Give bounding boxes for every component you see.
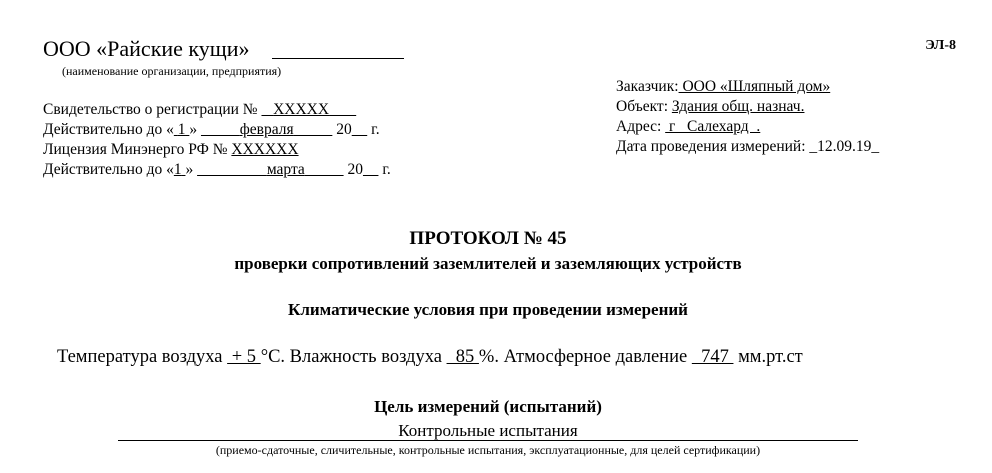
registration-row [43, 100, 391, 120]
date-value: _12.09.19_ [809, 138, 880, 155]
climate-title: Климатические условия при проведении измерений [288, 300, 688, 319]
customer-label: Заказчик: [616, 78, 679, 95]
date-label: Дата проведения измерений: [616, 138, 810, 155]
organization-underline [272, 58, 404, 59]
temperature-value: + 5 [227, 347, 261, 367]
climate-conditions-line [57, 347, 803, 368]
address-label: Адрес: [616, 118, 666, 135]
object-label: Объект: [616, 98, 672, 115]
valid-until-1-year: 20 [336, 121, 352, 138]
goal-caption: (приемо-сдаточные, сличительные, контрольные испытания, эксплуатационные, для целей сертификации) [215, 443, 761, 457]
pressure-value: 747 [691, 347, 734, 367]
registration-label: Свидетельство о регистрации № [43, 101, 262, 118]
valid-until-1-month: февраля [239, 121, 294, 138]
registration-block [43, 100, 391, 180]
license-label: Лицензия Минэнерго РФ № [43, 141, 232, 158]
object-value: Здания общ. назнач. [671, 98, 805, 115]
license-valid-row: Действительно до «1 » марта 20 г. [43, 161, 391, 178]
organization-name: ООО «Райские кущи» [43, 36, 250, 61]
temperature-label: Температура воздуха [57, 347, 228, 367]
customer-value: ООО «Шляпный дом» [678, 78, 831, 95]
valid-until-2-year: 20 [347, 161, 363, 178]
humidity-value: 85 [446, 347, 479, 367]
date-row [616, 137, 879, 157]
form-code: ЭЛ-8 [925, 38, 956, 53]
valid-until-2-prefix: Действительно до « [43, 161, 174, 178]
customer-block [616, 77, 879, 157]
object-row [616, 97, 879, 117]
address-row [616, 117, 879, 137]
protocol-subtitle: проверки сопротивлений заземлителей и заземляющих устройств [234, 254, 742, 273]
valid-until-1-day: 1 [177, 121, 186, 138]
goal-title: Цель измерений (испытаний) [374, 397, 602, 416]
license-number: XXXXXX [231, 141, 299, 158]
registration-number: XXXXX [273, 101, 330, 118]
valid-until-2-day: 1 [173, 161, 182, 178]
address-value: г Салехард . [665, 118, 761, 135]
goal-value: Контрольные испытания [118, 422, 858, 441]
temperature-unit: °С. Влажность воздуха [260, 347, 447, 367]
valid-until-2-month: марта [266, 161, 305, 178]
pressure-unit: мм.рт.ст [733, 347, 803, 367]
customer-row [616, 77, 879, 97]
organization-caption: (наименование организации, предприятия) [62, 64, 282, 78]
registration-valid-row: Действительно до « 1 » февраля 20 г. [43, 121, 380, 138]
humidity-unit: %. Атмосферное давление [478, 347, 692, 367]
valid-until-1-prefix: Действительно до « [43, 121, 174, 138]
protocol-title: ПРОТОКОЛ № 45 [409, 228, 567, 249]
license-row [43, 140, 391, 160]
